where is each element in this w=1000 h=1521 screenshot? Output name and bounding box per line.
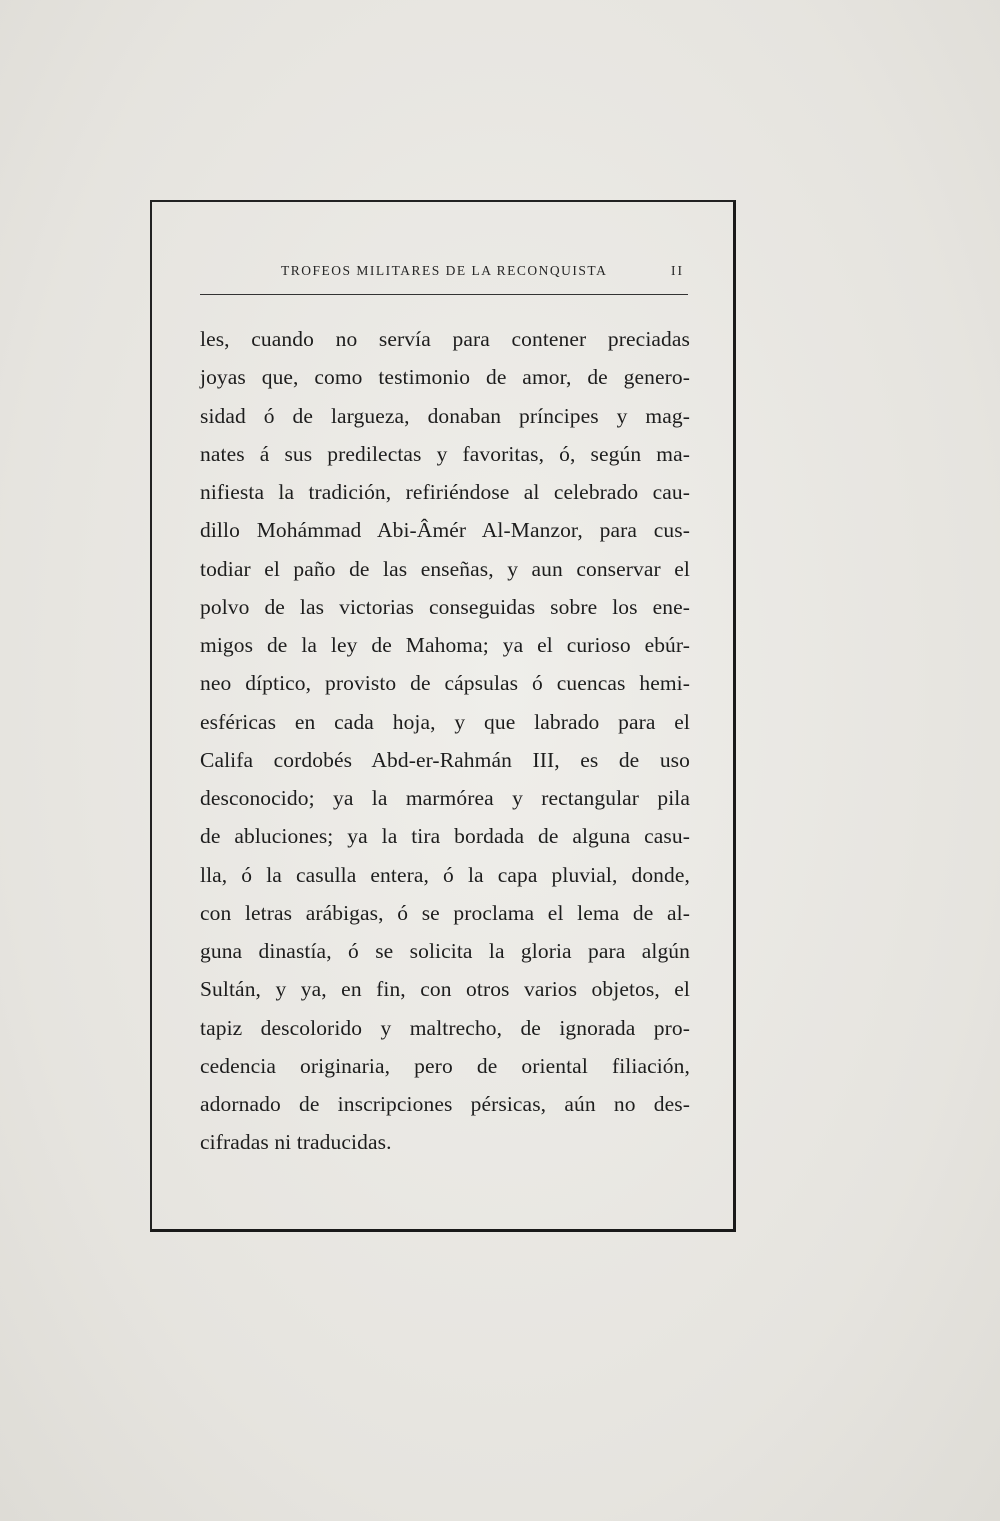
text-line: esféricas en cada hoja, y que labrado para el — [200, 709, 690, 734]
text-line: Sultán, y ya, en fin, con otros varios objetos, el — [200, 977, 690, 1002]
text-line: nates á sus predilectas y favoritas, ó, según ma- — [200, 441, 690, 466]
text-line: joyas que, como testimonio de amor, de genero- — [200, 365, 690, 390]
text-line: con letras arábigas, ó se proclama el lema de al- — [200, 900, 690, 925]
text-line: nifiesta la tradición, refiriéndose al celebrado cau- — [200, 480, 690, 504]
text-line: neo díptico, provisto de cápsulas ó cuencas hemi- — [200, 671, 690, 696]
text-line: desconocido; ya la marmórea y rectangular pila — [200, 786, 690, 810]
text-line: de abluciones; ya la tira bordada de alguna casu- — [200, 824, 690, 849]
text-line: migos de la ley de Mahoma; ya el curioso ebúr- — [200, 633, 690, 657]
text-line: sidad ó de largueza, donaban príncipes y mag- — [200, 403, 690, 428]
text-line: lla, ó la casulla entera, ó la capa pluvial, donde, — [200, 862, 690, 887]
text-line: cifradas ni traducidas. — [200, 1130, 392, 1155]
text-line: adornado de inscripciones pérsicas, aún no des- — [200, 1092, 690, 1116]
text-line: dillo Mohámmad Abi-Âmér Al-Manzor, para cus- — [200, 518, 690, 543]
text-line: cedencia originaria, pero de oriental filiación, — [200, 1053, 690, 1078]
header-rule — [200, 294, 688, 295]
page-number: II — [671, 263, 684, 278]
running-header — [200, 263, 688, 283]
text-line: Califa cordobés Abd-er-Rahmán III, es de uso — [200, 747, 690, 772]
running-title: TROFEOS MILITARES DE LA RECONQUISTA — [281, 263, 608, 278]
body-text — [200, 320, 690, 1162]
text-line: les, cuando no servía para contener preciadas — [200, 327, 690, 351]
text-line: polvo de las victorias conseguidas sobre los ene- — [200, 594, 690, 619]
text-line: todiar el paño de las enseñas, y aun conservar el — [200, 556, 690, 581]
text-line: guna dinastía, ó se solicita la gloria para algún — [200, 939, 690, 963]
text-line: tapiz descolorido y maltrecho, de ignorada pro- — [200, 1015, 690, 1040]
